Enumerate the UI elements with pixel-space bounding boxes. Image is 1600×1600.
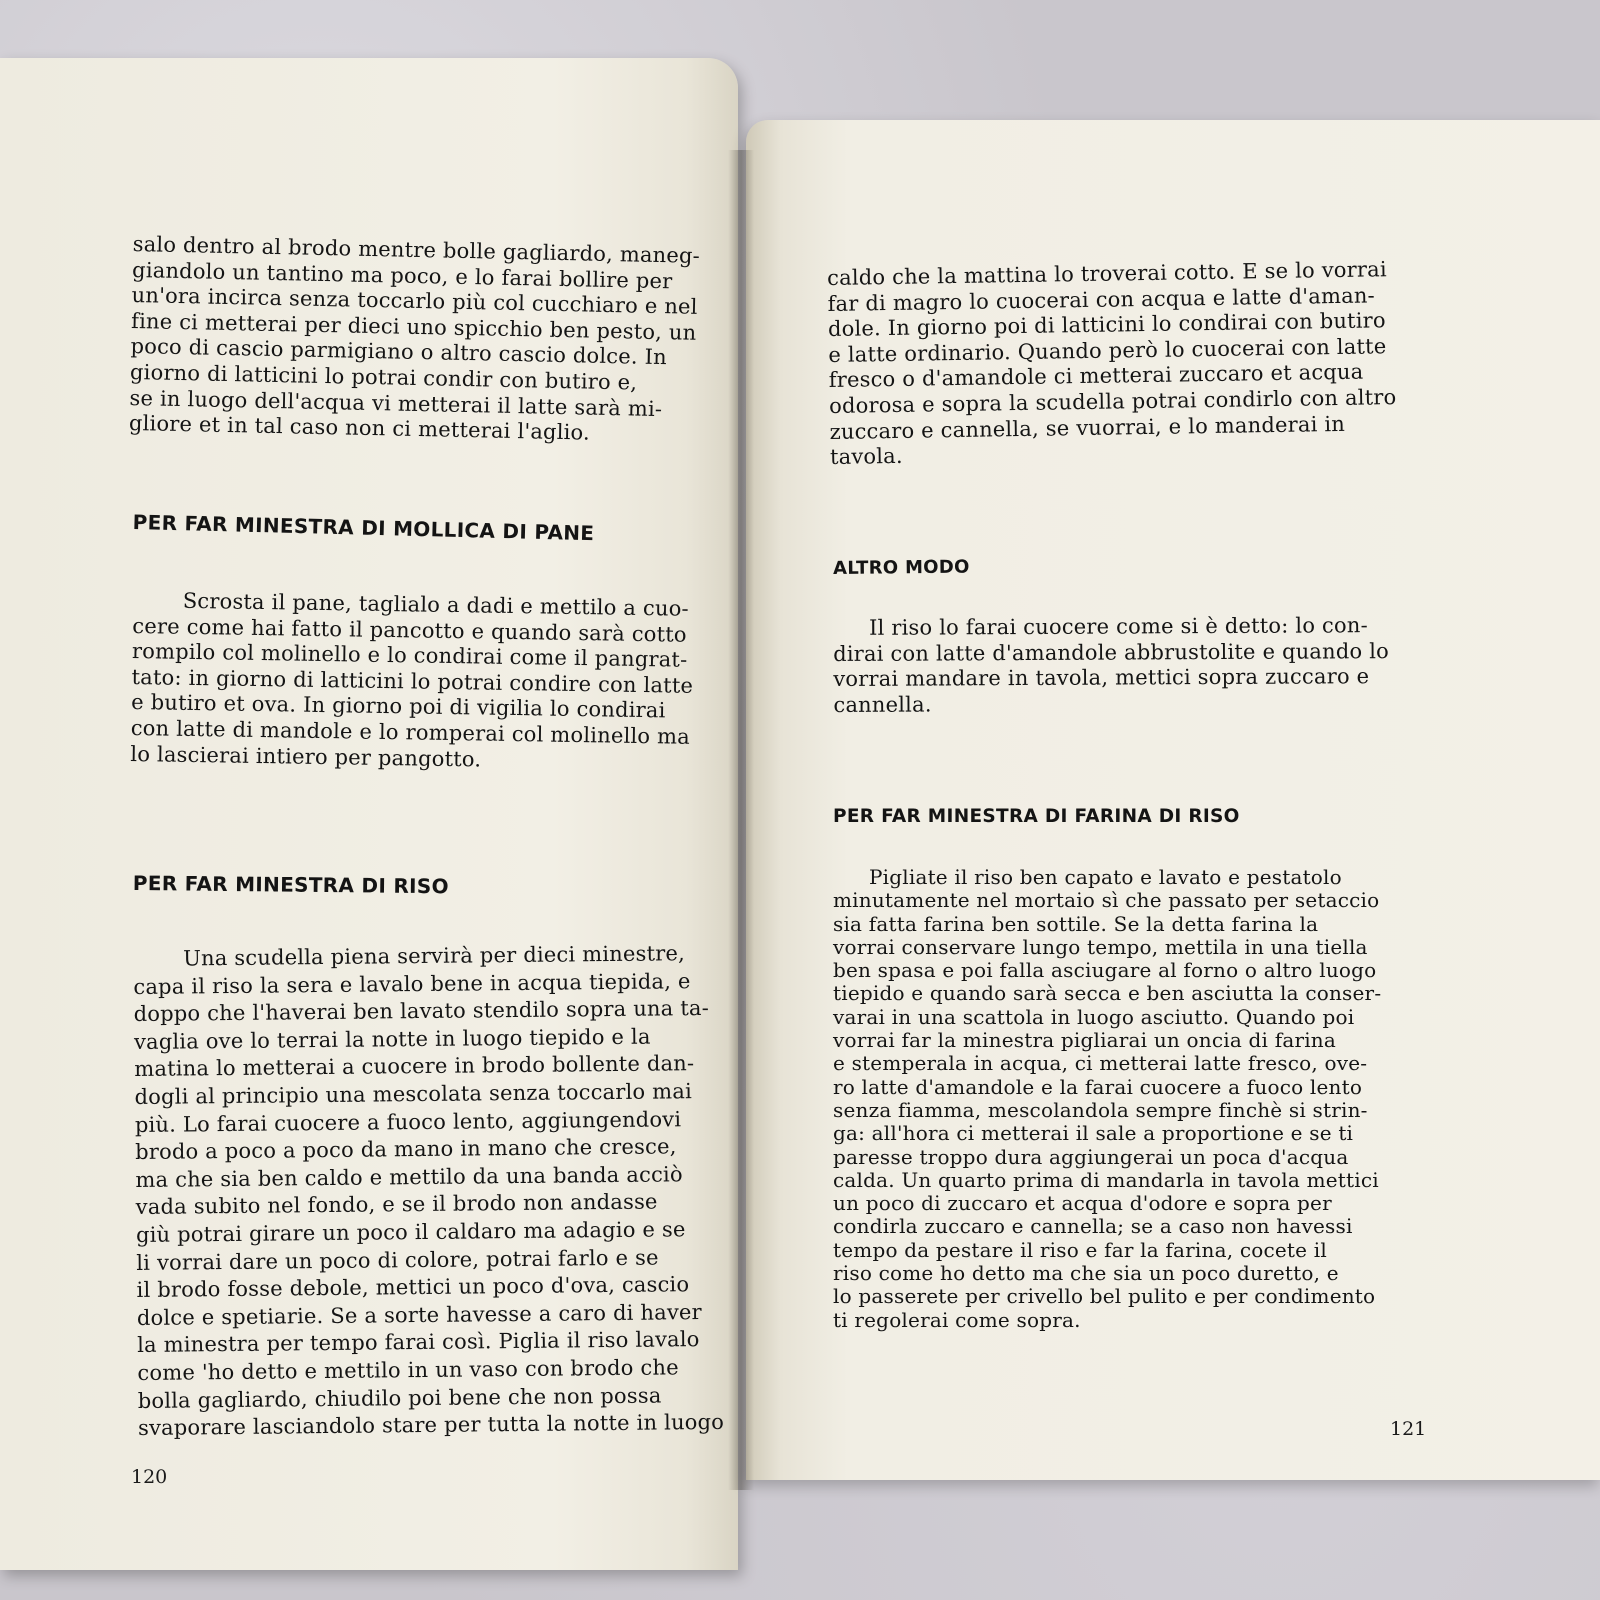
text-line: poco di cascio parmigiano o altro cascio dolce. In <box>130 334 668 370</box>
text-line: fine ci metterai per dieci uno spicchio ben pesto, un <box>130 308 697 345</box>
text-line: tempo da pestare il riso e far la farina, cocete il <box>833 1237 1327 1262</box>
text-line: con latte di mandole e lo romperai col molinello ma <box>130 715 691 749</box>
recipe-body-farina-di-riso <box>833 866 1381 1332</box>
text-line: giandolo un tantino ma poco, e lo farai bollire per <box>131 257 673 293</box>
recipe-body-riso <box>133 940 724 1443</box>
text-line: dirai con latte d'amandole abbrustolite e quando lo <box>833 638 1390 666</box>
text-line: lo passerete per crivello bel pulito e per condimento <box>833 1284 1376 1309</box>
text-line: salo dentro al brodo mentre bolle gagliardo, maneg- <box>132 232 701 268</box>
text-line: capa il riso la sera e lavalo bene in acqua tiepida, e <box>133 968 691 999</box>
text-line: senza fiamma, mescolandola sempre finchè si strin- <box>833 1097 1368 1122</box>
text-line: sia fatta farina ben sottile. Se la detta farina la <box>833 911 1319 936</box>
text-line: dogli al principio una mescolata senza toccarlo mai <box>134 1079 693 1109</box>
text-line: e butiro et ova. In giorno poi di vigilia lo condirai <box>131 690 666 723</box>
text-line: un poco di zuccaro et acqua d'odore e sopra per <box>833 1191 1332 1216</box>
text-line: giù potrai girare un poco il caldaro ma adagio e se <box>135 1217 686 1247</box>
recipe-body-altro-modo <box>833 613 1389 718</box>
text-line: Scrosta il pane, taglialo a dadi e mettilo a cuo- <box>182 588 690 621</box>
text-line: e latte ordinario. Quando però lo cuocerai con latte <box>828 334 1387 367</box>
text-line: condirla zuccaro e cannella; se a caso non havessi <box>833 1214 1353 1239</box>
text-line: ga: all'hora ci metterai il sale a proportione e se ti <box>833 1121 1354 1146</box>
book-gutter <box>728 150 754 1490</box>
text-line: zuccaro e cannella, se vuorrai, e lo manderai in <box>829 411 1346 444</box>
page-number-right: 121 <box>1390 1418 1427 1440</box>
text-line: matina lo metterai a cuocere in brodo bollente dan- <box>134 1051 695 1082</box>
text-line: bolla gagliardo, chiudilo poi bene che non possa <box>137 1382 662 1413</box>
text-line: la minestra per tempo farai così. Piglia il riso lavalo <box>137 1327 700 1358</box>
text-line: se in luogo dell'acqua vi metterai il latte sarà mi- <box>129 385 663 421</box>
text-line: vorrai conservare lungo tempo, mettila in una tiella <box>833 934 1368 959</box>
text-line: giorno di latticini lo potrai condir con butiro e, <box>129 359 638 395</box>
text-line: riso come ho detto ma che sia un poco duretto, e <box>833 1261 1339 1286</box>
text-line: vorrai far la minestra pigliarai un oncia di farina <box>833 1028 1337 1053</box>
text-line: varai in una scattola in luogo asciutto. Quando poi <box>833 1004 1355 1029</box>
text-line: far di magro lo cuocerai con acqua e latte d'aman- <box>827 282 1376 316</box>
text-line: Una scudella piena servirà per dieci minestre, <box>183 941 686 971</box>
text-line: un'ora incirca senza toccarlo più col cucchiaro e nel <box>131 283 698 320</box>
text-line: rompilo col molinello e lo condirai come il pangrat- <box>131 639 688 672</box>
text-line: tiepido e quando sarà secca e ben asciutta la conser- <box>833 981 1382 1006</box>
text-line: e stemperala in acqua, ci metterai latte fresco, ove- <box>833 1051 1368 1076</box>
text-line: ti regolerai come sopra. <box>833 1307 1081 1332</box>
text-line: svaporare lasciandolo stare per tutta la notte in luogo <box>137 1409 725 1441</box>
recipe-heading-farina-di-riso: PER FAR MINESTRA DI FARINA DI RISO <box>833 806 1240 827</box>
text-line: Pigliate il riso ben capato e lavato e pestatolo <box>869 865 1342 889</box>
text-line: cannella. <box>833 692 932 717</box>
text-line: paresse troppo dura aggiungerai un poca d'acqua <box>833 1144 1349 1169</box>
text-line: come 'ho detto e mettilo in un vaso con brodo che <box>137 1355 679 1385</box>
left-continuation-text <box>129 232 701 449</box>
text-line: lo lascierai intiero per pangotto. <box>130 741 482 772</box>
text-line: ro latte d'amandole e la farai cuocere a fuoco lento <box>833 1074 1363 1099</box>
recipe-heading-altro-modo: ALTRO MODO <box>833 556 970 579</box>
recipe-heading-mollica: PER FAR MINESTRA DI MOLLICA DI PANE <box>132 510 595 546</box>
text-line: cere come hai fatto il pancotto e quando sarà cotto <box>132 613 687 647</box>
text-line: tato: in giorno di latticini lo potrai condire con latte <box>131 664 694 698</box>
text-line: calda. Un quarto prima di mandarla in tavola mettici <box>833 1167 1379 1192</box>
text-line: caldo che la mattina lo troverai cotto. E se lo vorrai <box>827 257 1387 290</box>
text-line: il brodo fosse debole, mettici un poco d'ova, cascio <box>136 1272 690 1303</box>
text-line: dole. In giorno poi di latticini lo condirai con butiro <box>827 308 1386 342</box>
text-line: odorosa e sopra la scudella potrai condirlo con altro <box>829 385 1397 418</box>
text-line: vorrai mandare in tavola, mettici sopra zuccaro e <box>833 664 1370 692</box>
text-line: brodo a poco a poco da mano in mano che cresce, <box>135 1134 677 1165</box>
text-line: vaglia ove lo terrai la notte in luogo tiepido e la <box>133 1024 651 1054</box>
right-continuation-text <box>827 257 1397 471</box>
text-line: gliore et in tal caso non ci metterai l'aglio. <box>128 411 591 445</box>
text-line: doppo che l'haverai ben lavato stendilo sopra una ta- <box>133 996 710 1027</box>
text-line: vada subito nel fondo, e se il brodo non andasse <box>135 1189 658 1220</box>
text-line: li vorrai dare un poco di colore, potrai farlo e se <box>136 1245 659 1275</box>
page-number-left: 120 <box>131 1466 168 1488</box>
text-line: Il riso lo farai cuocere come si è detto: lo con- <box>868 613 1368 640</box>
text-line: ben spasa e poi falla asciugare al forno o altro luogo <box>833 958 1377 983</box>
text-line: fresco o d'amandole ci metterai zuccaro et acqua <box>828 359 1364 393</box>
text-line: dolce e spetiarie. Se a sorte havesse a caro di haver <box>136 1299 702 1330</box>
text-line: più. Lo farai cuocere a fuoco lento, aggiungendovi <box>134 1106 682 1137</box>
recipe-body-mollica <box>130 588 694 776</box>
text-line: minutamente nel mortaio sì che passato per setaccio <box>833 888 1380 913</box>
text-line: tavola. <box>829 443 903 470</box>
recipe-heading-riso: PER FAR MINESTRA DI RISO <box>132 871 449 899</box>
text-line: ma che sia ben caldo e mettilo da una banda acciò <box>135 1162 683 1192</box>
